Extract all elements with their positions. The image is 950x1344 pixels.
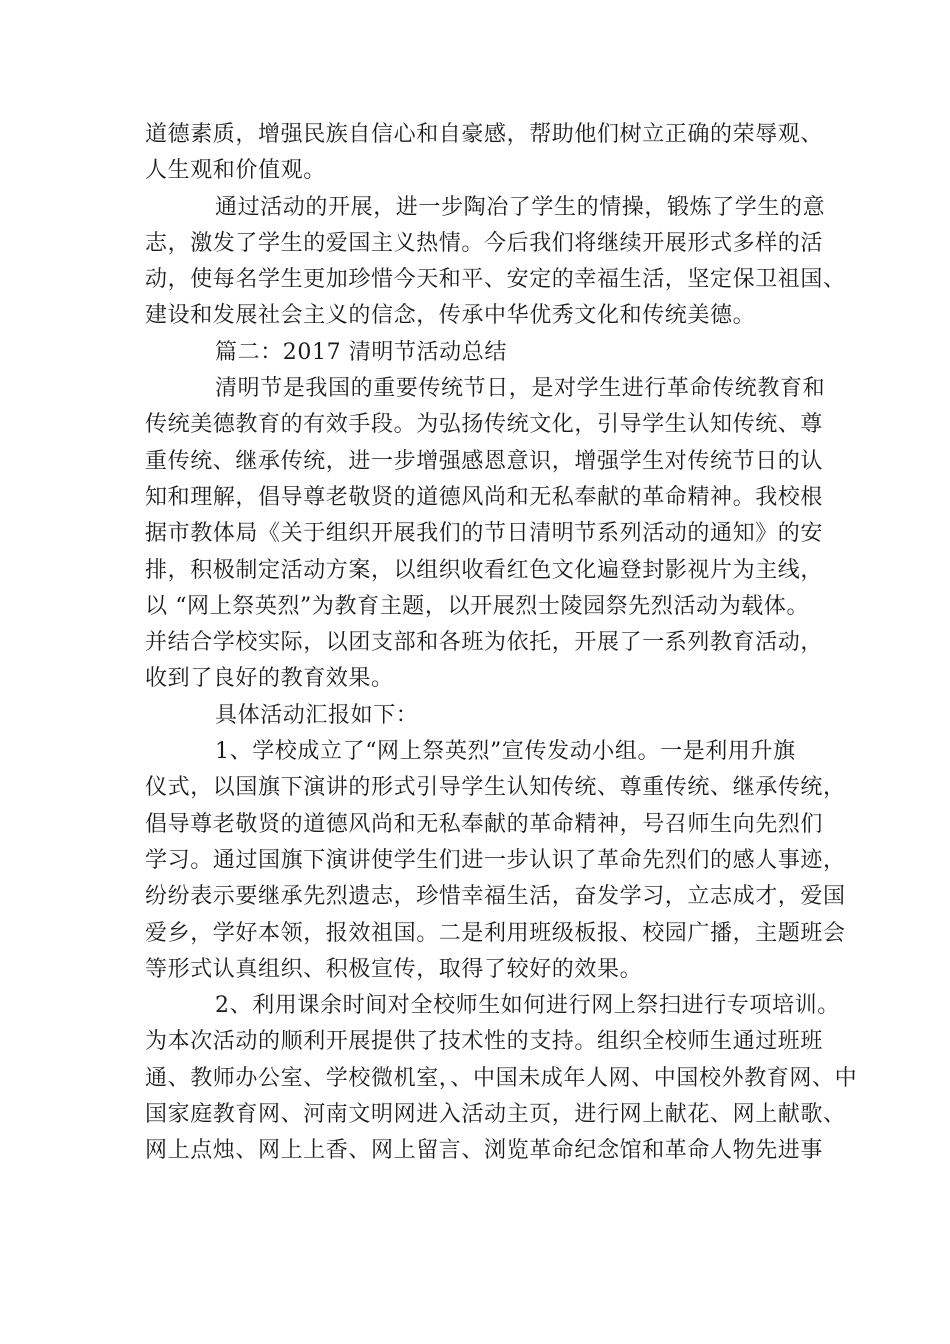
text-line: 国家庭教育网、河南文明网进入活动主页，进行网上献花、网上献歌、 xyxy=(145,1102,846,1128)
text-line: 为本次活动的顺利开展提供了技术性的支持。组织全校师生通过班班 xyxy=(145,1029,824,1055)
text-line: 志，激发了学生的爱国主义热情。今后我们将继续开展形式多样的活 xyxy=(145,230,824,256)
text-line: 排，积极制定活动方案，以组织收看红色文化遍登封影视片为主线， xyxy=(145,557,824,583)
text-line: 纷纷表示要继承先烈遗志，珍惜幸福生活，奋发学习，立志成才，爱国 xyxy=(145,884,846,910)
text-line: 通、教师办公室、学校微机室，、中国未成年人网、中国校外教育网、中 xyxy=(145,1065,858,1091)
text-line: 等形式认真组织、积极宣传，取得了较好的效果。 xyxy=(145,956,643,982)
text-line: 传统美德教育的有效手段。为弘扬传统文化，引导学生认知传统、尊 xyxy=(145,412,824,438)
text-line: 以 “网上祭英烈”为教育主题，以开展烈士陵园祭先烈活动为载体。 xyxy=(145,593,810,619)
text-line: 网上点烛、网上上香、网上留言、浏览革命纪念馆和革命人物先进事 xyxy=(145,1138,824,1164)
text-line: 重传统、继承传统，进一步增强感恩意识，增强学生对传统节日的认 xyxy=(145,448,824,474)
text-line: 收到了良好的教育效果。 xyxy=(145,666,394,692)
document-body xyxy=(145,117,858,1170)
text-line: 人生观和价值观。 xyxy=(145,158,326,184)
text-line: 1、学校成立了“网上祭英烈”宣传发动小组。一是利用升旗 xyxy=(215,739,796,765)
text-line: 仪式，以国旗下演讲的形式引导学生认知传统、尊重传统、继承传统， xyxy=(145,775,846,801)
text-line: 清明节是我国的重要传统节日，是对学生进行革命传统教育和 xyxy=(215,376,826,402)
text-line: 据市教体局《关于组织开展我们的节日清明节系列活动的通知》的安 xyxy=(145,521,824,547)
text-line: 篇二：2017 清明节活动总结 xyxy=(215,339,507,365)
text-line: 知和理解，倡导尊老敬贤的道德风尚和无私奉献的革命精神。我校根 xyxy=(145,484,824,510)
text-line: 倡导尊老敬贤的道德风尚和无私奉献的革命精神，号召师生向先烈们 xyxy=(145,811,824,837)
text-line: 动，使每名学生更加珍惜今天和平、安定的幸福生活，坚定保卫祖国、 xyxy=(145,267,846,293)
text-line: 通过活动的开展，进一步陶冶了学生的情操，锻炼了学生的意 xyxy=(215,194,826,220)
text-line: 并结合学校实际，以团支部和各班为依托，开展了一系列教育活动， xyxy=(145,630,824,656)
text-line: 道德素质，增强民族自信心和自豪感，帮助他们树立正确的荣辱观、 xyxy=(145,122,824,147)
text-line: 爱乡，学好本领，报效祖国。二是利用班级板报、校园广播，主题班会 xyxy=(145,920,846,946)
text-line: 建设和发展社会主义的信念，传承中华优秀文化和传统美德。 xyxy=(145,303,756,329)
text-line: 2、利用课余时间对全校师生如何进行网上祭扫进行专项培训。 xyxy=(215,993,840,1019)
text-line: 学习。通过国旗下演讲使学生们进一步认识了革命先烈们的感人事迹， xyxy=(145,847,846,873)
text-line: 具体活动汇报如下： xyxy=(215,702,419,728)
